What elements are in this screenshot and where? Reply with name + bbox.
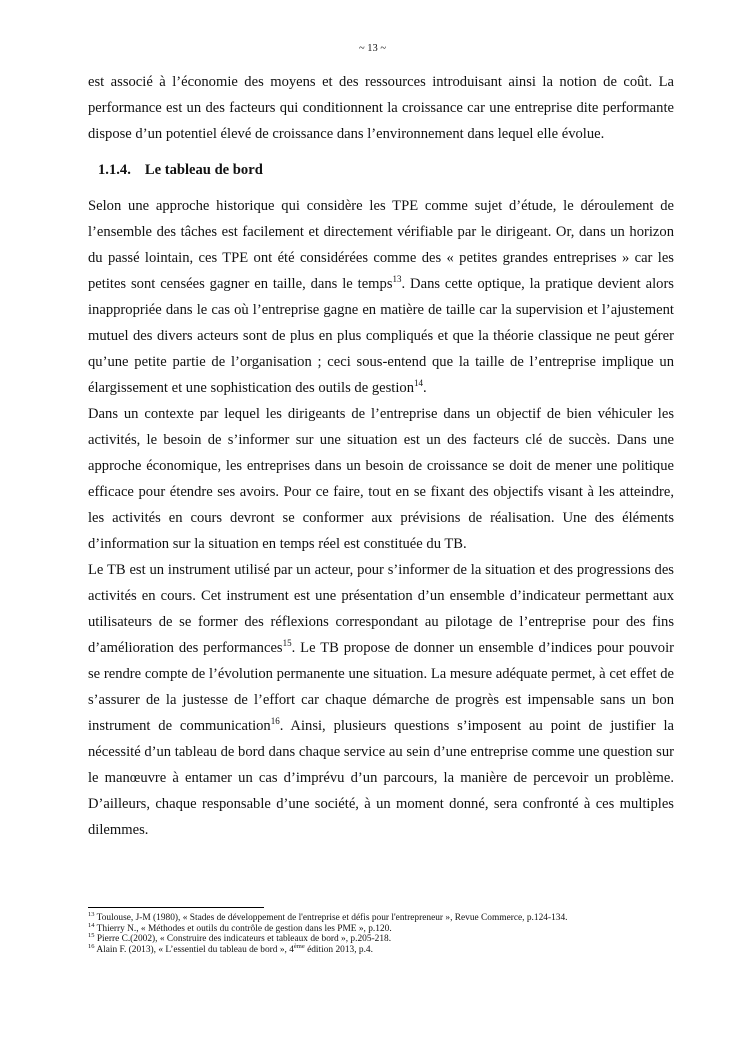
footnote <box>88 934 688 945</box>
footnote-text: Thierry N., « Méthodes et outils du contrôle de gestion dans les PME », p.120. <box>94 923 392 934</box>
page-number: ~ 13 ~ <box>358 43 387 54</box>
text: . Dans cette optique, la pratique devient alors inappropriée dans le cas où l’entreprise gagne en matière de taille car la supervision et l’ajustement mutuel des divers acteurs sont de plus en plus compliqués et que la théorie classique ne peut gérer qu’une petite partie de l’organisation ; ceci sous-entend que la taille de l’entreprise implique un élargissement et une sophistication des outils de gestion <box>88 276 674 396</box>
heading-number: 1.1.4. <box>98 162 131 178</box>
page-body <box>88 69 674 843</box>
text: . <box>423 380 427 396</box>
paragraph <box>88 557 674 843</box>
paragraph: Dans un contexte par lequel les dirigeants de l’entreprise dans un objectif de bien véhiculer les activités, le besoin de s’informer sur une situation est un des facteurs clé de succès. Dans une approche économique, les entreprises dans un besoin de croissance se doit de mener une politique efficace pour étendre ses avoirs. Pour ce faire, tout en se fixant des objectifs visant à les atteindre, les activités en cours devront se conformer aux prévisions de réalisation. Une des éléments d’information sur la situation en temps réel est constituée du TB. <box>88 406 674 552</box>
footnotes <box>88 910 688 955</box>
footnote-text: Toulouse, J-M (1980), « Stades de développement de l'entreprise et défis pour l'entrepreneur », Revue Commerce, p.124-134. <box>94 913 568 923</box>
footnote <box>88 921 688 935</box>
text: Le TB est un instrument utilisé par un acteur, pour s’informer de la situation et des progressions des activités en cours. Cet instrument est une présentation d’un ensemble d’indicateur permettant aux utilisateurs de se former des réflexions correspondant au pilotage de l’entreprise pour des fins d’amélioration des performances <box>88 562 674 656</box>
text: . Le TB propose de donner un ensemble d’indices pour pouvoir se rendre compte de l’évolution permanente une situation. La mesure adéquate permet, à cet effet de s’assurer de la justesse de l’effort car chaque démarche de progrès est impensable sans un bon instrument de communication <box>88 640 675 734</box>
footnote-text: édition 2013, p.4. <box>304 944 373 955</box>
footnote-ref[interactable]: 15 <box>282 638 292 649</box>
footnote-ref[interactable]: 14 <box>414 378 424 389</box>
footnote <box>88 942 688 956</box>
footnote-number: 13 <box>88 910 95 918</box>
footnote-text: Alain F. (2013), « L’essentiel du tableau de bord », 4 <box>94 944 294 955</box>
footnote <box>88 910 688 924</box>
superscript: ème <box>293 942 305 950</box>
footnote-ref[interactable]: 13 <box>392 274 402 285</box>
paragraph: est associé à l’économie des moyens et des ressources introduisant ainsi la notion de coût. La performance est un des facteurs qui conditionnent la croissance car une entreprise dite performante dispose d’un potentiel élevé de croissance dans l’environnement dans lequel elle évolue. <box>88 74 674 142</box>
footnote-text: Pierre C.(2002), « Construire des indicateurs et tableaux de bord », p.205-218. <box>94 934 392 945</box>
footnote-number: 16 <box>88 942 95 950</box>
paragraph <box>88 193 674 401</box>
footnote-separator <box>88 907 264 908</box>
heading-title: Le tableau de bord <box>144 162 263 178</box>
footnote-number: 15 <box>88 932 95 940</box>
text: Selon une approche historique qui considère les TPE comme sujet d’étude, le déroulement de l’ensemble des tâches est facilement et directement vérifiable par le dirigeant. Or, dans un horizon du passé lointain, ces TPE ont été considérées comme des « petites grandes entreprises » car les petites sont censées gagner en taille, dans le temps <box>88 198 674 292</box>
text: . Ainsi, plusieurs questions s’imposent au point de justifier la nécessité d’un tableau de bord dans chaque service au sein d’une entreprise comme une question sur le manœuvre à entamer un cas d’imprévu d’un parcours, la manière de percevoir un problème. D’ailleurs, chaque responsable d’une société, à un moment donné, sera confronté à ces multiples dilemmes. <box>88 718 674 838</box>
footnote-ref[interactable]: 16 <box>270 716 280 727</box>
footnote-number: 14 <box>88 921 95 929</box>
section-heading <box>98 157 674 183</box>
